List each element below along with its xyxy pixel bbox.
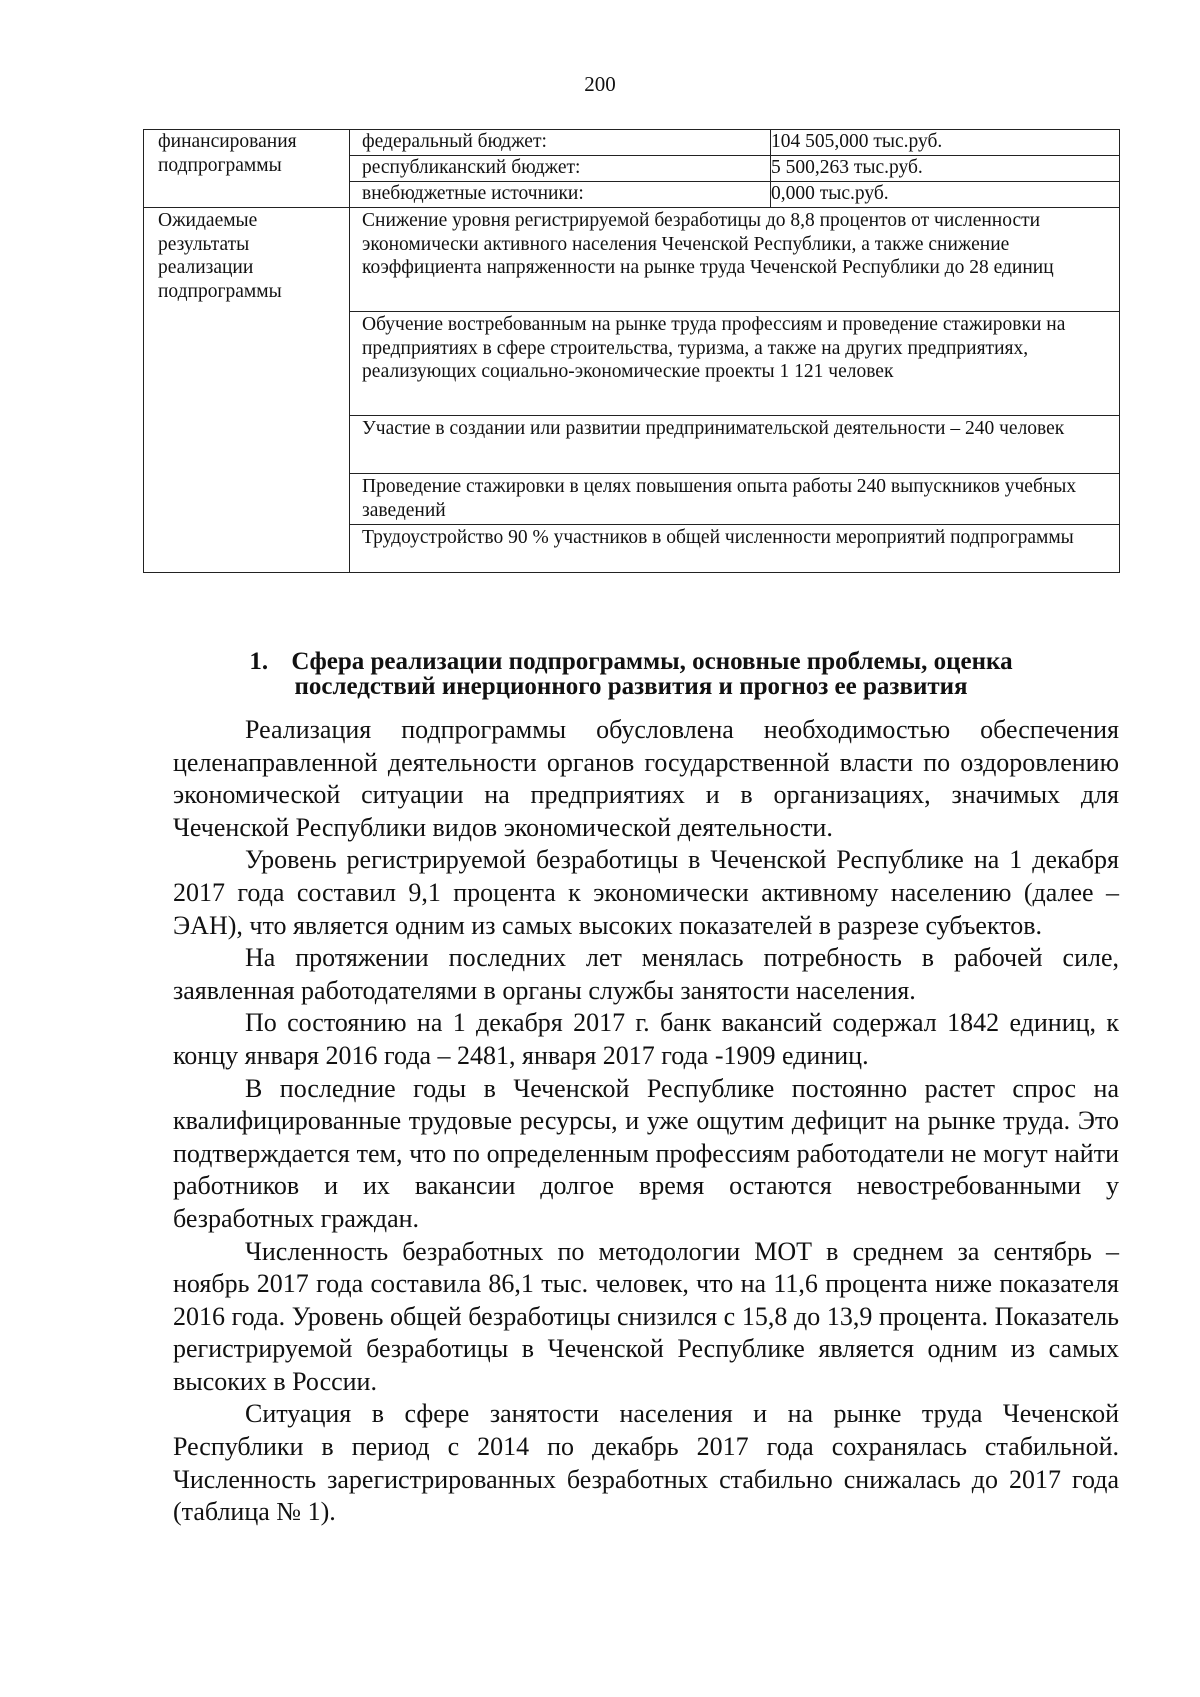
result-item: Проведение стажировки в целях повышения опыта работы 240 выпускников учебных заведений xyxy=(350,474,1120,525)
section-heading-line-1 xyxy=(143,649,1119,674)
results-label: Ожидаемые результаты реализации подпрограммы xyxy=(158,210,282,302)
result-item: Снижение уровня регистрируемой безработицы до 8,8 процентов от численности экономически активного населения Чеченской Республики, а также снижение коэффициента напряженности на рынке труда Чеченской Республики до 28 единиц xyxy=(350,208,1120,312)
results-row xyxy=(144,208,1120,312)
section-body xyxy=(173,714,1119,1529)
results-label-cell xyxy=(144,208,350,573)
body-paragraph: Численность безработных по методологии МОТ в среднем за сентябрь – ноябрь 2017 года составила 86,1 тыс. человек, что на 11,6 процента ниже показателя 2016 года. Уровень общей безработицы снизился с 15,8 до 13,9 процента. Показатель регистрируемой безработицы в Чеченской Республике является одним из самых высоких в России. xyxy=(173,1236,1119,1396)
result-item: Обучение востребованным на рынке труда профессиям и проведение стажировки на предприятиях в сфере строительства, туризма, а также на других предприятиях, реализующих социально-экономические проекты 1 121 человек xyxy=(350,312,1120,416)
section-heading-line-2: последствий инерционного развития и прогноз ее развития xyxy=(294,673,968,700)
financing-amount-cell: 104 505,000 тыс.руб. xyxy=(771,130,1120,156)
body-paragraph: Реализация подпрограммы обусловлена необходимостью обеспечения целенаправленной деятельности органов государственной власти по оздоровлению экономической ситуации на предприятиях и в организациях, значимых для Чеченской Республики видов экономической деятельности. xyxy=(173,715,1119,842)
subprogram-passport-table xyxy=(143,129,1120,573)
section-number: 1. xyxy=(249,648,269,675)
section-title-part-1: Сфера реализации подпрограммы, основные проблемы, оценка xyxy=(291,648,1013,675)
result-item: Трудоустройство 90 % участников в общей численности мероприятий подпрограммы xyxy=(350,525,1120,573)
body-paragraph: На протяжении последних лет менялась потребность в рабочей силе, заявленная работодателями в органы службы занятости населения. xyxy=(173,943,1119,1005)
financing-source-cell: федеральный бюджет: xyxy=(350,130,771,156)
body-paragraph: По состоянию на 1 декабря 2017 г. банк вакансий содержал 1842 единиц, к концу января 2016 года – 2481, января 2017 года -1909 единиц. xyxy=(173,1008,1119,1070)
page-number: 200 xyxy=(584,72,616,96)
section-heading xyxy=(143,649,1119,699)
financing-amount-cell: 5 500,263 тыс.руб. xyxy=(771,156,1120,182)
financing-source-cell: республиканский бюджет: xyxy=(350,156,771,182)
body-paragraph: Ситуация в сфере занятости населения и на рынке труда Чеченской Республики в период с 2014 по декабрь 2017 года сохранялась стабильной. Численность зарегистрированных безработных стабильно снижалась до 2017 года (таблица № 1). xyxy=(173,1399,1119,1527)
financing-label-cell xyxy=(144,130,350,208)
body-paragraph: В последние годы в Чеченской Республике постоянно растет спрос на квалифицированные трудовые ресурсы, и уже ощутим дефицит на рынке труда. Это подтверждается тем, что по определенным профессиям работодатели не могут найти работников и их вакансии долгое время остаются невостребованными у безработных граждан. xyxy=(173,1073,1119,1233)
financing-amount-cell: 0,000 тыс.руб. xyxy=(771,182,1120,208)
result-item: Участие в создании или развитии предпринимательской деятельности – 240 человек xyxy=(350,416,1120,474)
financing-label: финансирования подпрограммы xyxy=(158,131,297,176)
financing-source-cell: внебюджетные источники: xyxy=(350,182,771,208)
financing-row-federal xyxy=(144,130,1120,156)
body-paragraph: Уровень регистрируемой безработицы в Чеченской Республике на 1 декабря 2017 года составил 9,1 процента к экономически активному населению (далее – ЭАН), что является одним из самых высоких показателей в разрезе субъектов. xyxy=(173,845,1119,940)
